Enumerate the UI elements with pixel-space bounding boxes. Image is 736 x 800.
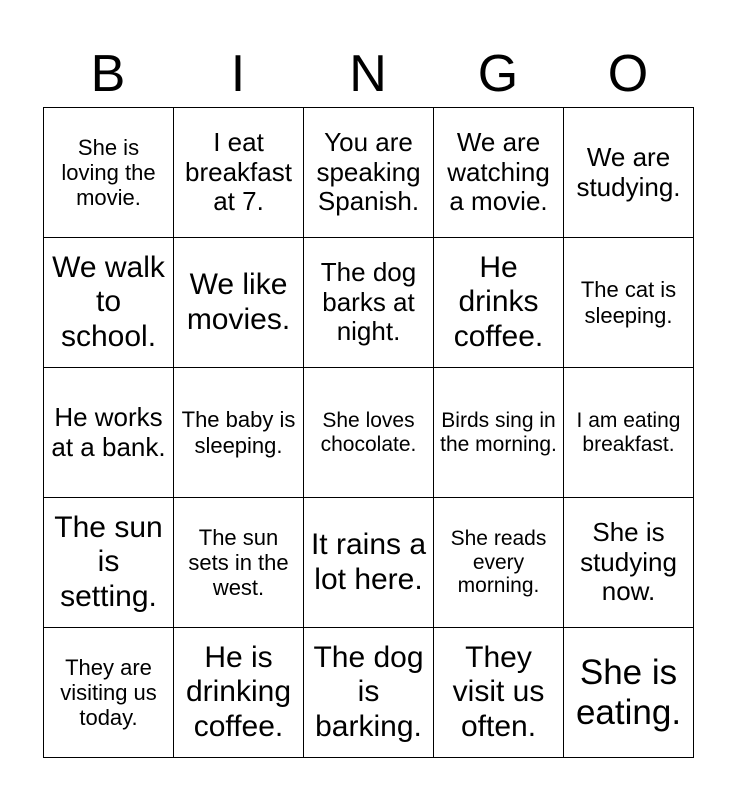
bingo-row: [44, 108, 694, 238]
bingo-row: [44, 368, 694, 498]
bingo-row: [44, 628, 694, 758]
header-letter-n: N: [349, 45, 387, 103]
bingo-cell[interactable]: The dog barks at night.: [304, 238, 434, 368]
bingo-cell[interactable]: He works at a bank.: [44, 368, 174, 498]
bingo-cell[interactable]: Birds sing in the morning.: [434, 368, 564, 498]
bingo-cell[interactable]: They are visiting us today.: [44, 628, 174, 758]
bingo-cell[interactable]: She is loving the movie.: [44, 108, 174, 238]
header-letter-i: I: [230, 45, 246, 103]
bingo-cell[interactable]: I eat breakfast at 7.: [174, 108, 304, 238]
bingo-cell[interactable]: He drinks coffee.: [434, 238, 564, 368]
bingo-cell[interactable]: We are studying.: [564, 108, 694, 238]
bingo-cell[interactable]: The sun is setting.: [44, 498, 174, 628]
bingo-cell[interactable]: We are watching a movie.: [434, 108, 564, 238]
header-letter-b: B: [90, 45, 126, 103]
bingo-cell[interactable]: She is eating.: [564, 628, 694, 758]
bingo-cell[interactable]: She loves chocolate.: [304, 368, 434, 498]
bingo-cell[interactable]: You are speaking Spanish.: [304, 108, 434, 238]
bingo-cell[interactable]: He is drinking coffee.: [174, 628, 304, 758]
bingo-header: [43, 40, 693, 108]
bingo-cell[interactable]: They visit us often.: [434, 628, 564, 758]
bingo-cell[interactable]: The dog is barking.: [304, 628, 434, 758]
bingo-cell[interactable]: The cat is sleeping.: [564, 238, 694, 368]
bingo-cell[interactable]: I am eating breakfast.: [564, 368, 694, 498]
bingo-cell[interactable]: She is studying now.: [564, 498, 694, 628]
bingo-row: [44, 498, 694, 628]
bingo-cell[interactable]: We walk to school.: [44, 238, 174, 368]
bingo-cell[interactable]: The baby is sleeping.: [174, 368, 304, 498]
bingo-cell[interactable]: It rains a lot here.: [304, 498, 434, 628]
bingo-cell[interactable]: We like movies.: [174, 238, 304, 368]
bingo-row: [44, 238, 694, 368]
bingo-cell[interactable]: She reads every morning.: [434, 498, 564, 628]
header-letter-g: G: [477, 45, 519, 103]
bingo-cell[interactable]: The sun sets in the west.: [174, 498, 304, 628]
bingo-card-grid: [43, 107, 694, 758]
header-letter-o: O: [607, 45, 649, 103]
